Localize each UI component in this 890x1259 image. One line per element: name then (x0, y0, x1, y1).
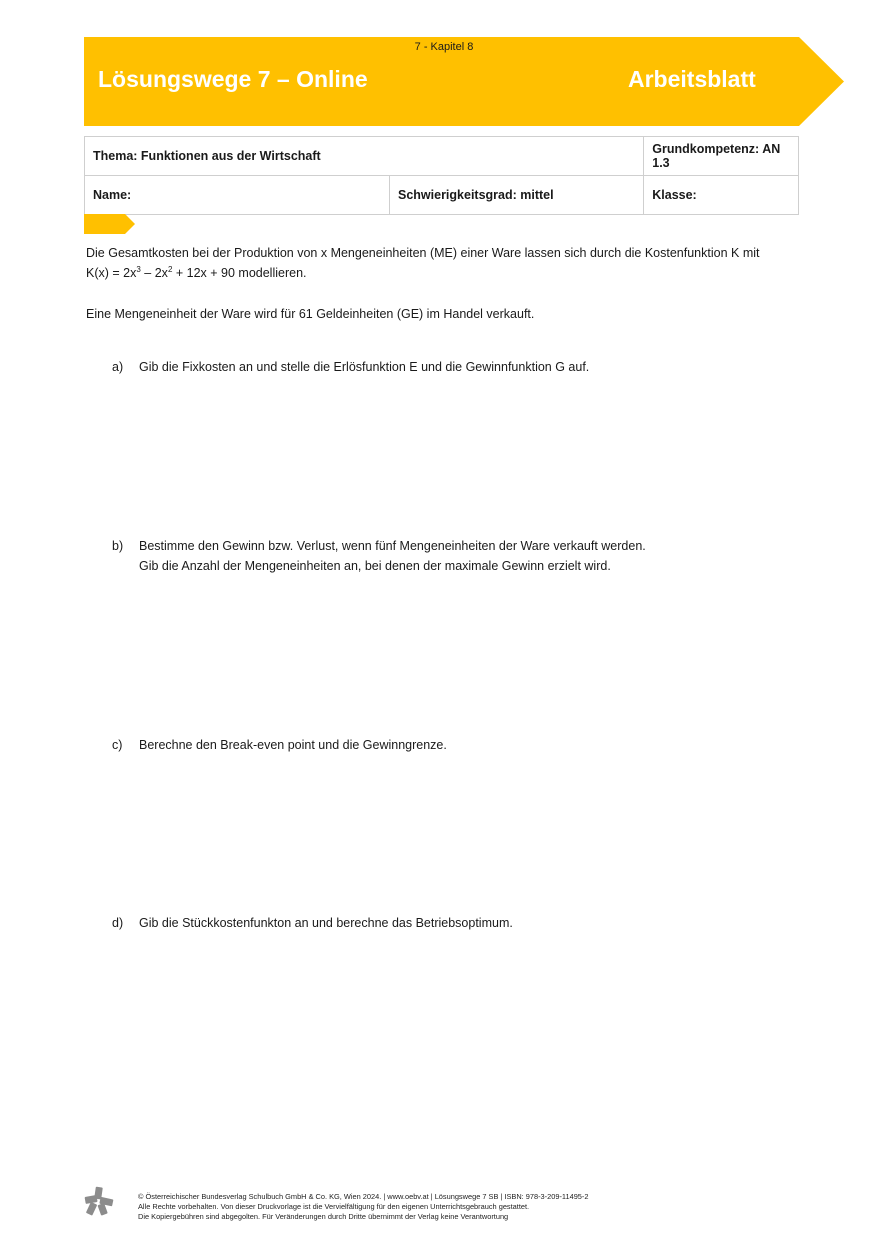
task-text: Gib die Fixkosten an und stelle die Erlösfunktion E und die Gewinnfunktion G auf. (139, 360, 590, 374)
task-text: Gib die Stückkostenfunkton an und berechne das Betriebsoptimum. (139, 916, 513, 930)
intro-price-line: Eine Mengeneinheit der Ware wird für 61 Geldeinheiten (GE) im Handel verkauft. (86, 307, 535, 321)
task-c (112, 735, 447, 755)
task-b (112, 536, 646, 576)
document-type: Arbeitsblatt (628, 66, 756, 92)
cost-function-formula: $K(x) = 2x^3 - 2x^2 + 12x + 90$ modellieren. (86, 265, 307, 280)
section-marker-arrow (84, 214, 136, 234)
copyright-footer (138, 1192, 589, 1222)
task-label: a) (112, 360, 124, 374)
task-text: Bestimme den Gewinn bzw. Verlust, wenn fünf Mengeneinheiten der Ware verkauft werden. (139, 539, 646, 553)
footer-line: Die Kopiergebühren sind abgegolten. Für Veränderungen durch Dritte übernimmt der Verlag keine Verantwortung (138, 1212, 509, 1221)
task-label: c) (112, 738, 123, 752)
problem-statement (86, 243, 796, 324)
task-a (112, 357, 589, 377)
class-field[interactable]: Klasse: (644, 176, 799, 215)
chapter-label: 7 - Kapitel 8 (414, 41, 474, 53)
info-table (84, 136, 799, 215)
difficulty-cell: Schwierigkeitsgrad: mittel (390, 176, 644, 215)
publisher-logo-icon (84, 1186, 114, 1216)
task-label: b) (112, 539, 124, 553)
footer-line: Alle Rechte vorbehalten. Von dieser Druckvorlage ist die Vervielfältigung für den eigenen Unterrichtsgebrauch gestattet. (138, 1202, 530, 1211)
task-text: Gib die Anzahl der Mengeneinheiten an, bei denen der maximale Gewinn erzielt wird. (139, 559, 611, 573)
footer-line: © Österreichischer Bundesverlag Schulbuch GmbH & Co. KG, Wien 2024. | www.oebv.at | Lösungswege 7 SB | ISBN: 978-3-209-11495-2 (138, 1192, 589, 1201)
topic-cell: Thema: Funktionen aus der Wirtschaft (85, 137, 644, 176)
worksheet-title: Lösungswege 7 – Online (98, 66, 368, 92)
task-label: d) (112, 916, 124, 930)
name-field[interactable]: Name: (85, 176, 390, 215)
competence-cell: Grundkompetenz: AN 1.3 (644, 137, 799, 176)
task-text: Berechne den Break-even point und die Gewinngrenze. (139, 738, 447, 752)
task-d (112, 913, 513, 933)
intro-line-1: Die Gesamtkosten bei der Produktion von x Mengeneinheiten (ME) einer Ware lassen sich durch die Kostenfunktion K mit (86, 246, 760, 260)
